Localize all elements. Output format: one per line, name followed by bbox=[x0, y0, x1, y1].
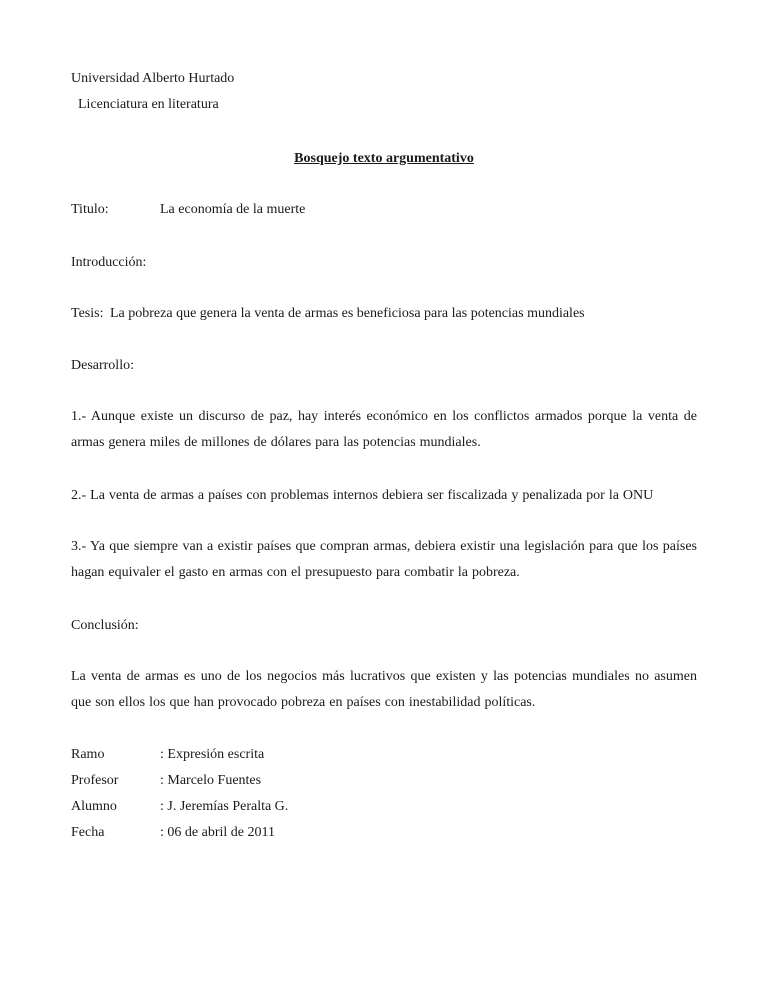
introduccion-label: Introducción: bbox=[71, 255, 147, 270]
point-3: 3.- Ya que siempre van a existir países que compran armas, debiera existir una legislación para que los países hagan equivaler el gasto en armas con el presupuesto para combatir la pobreza. bbox=[71, 539, 697, 580]
info-value-profesor: : Marcelo Fuentes bbox=[160, 773, 262, 788]
info-value-alumno: : J. Jeremías Peralta G. bbox=[160, 799, 289, 814]
info-label-ramo: Ramo bbox=[71, 747, 105, 762]
info-label-alumno: Alumno bbox=[71, 799, 117, 814]
point-2: 2.- La venta de armas a países con problemas internos debiera ser fiscalizada y penalizada por la ONU bbox=[71, 488, 654, 503]
titulo-value: La economía de la muerte bbox=[160, 202, 306, 217]
info-value-fecha: : 06 de abril de 2011 bbox=[160, 825, 275, 840]
conclusion-label: Conclusión: bbox=[71, 618, 139, 633]
tesis-label: Tesis: bbox=[71, 306, 104, 321]
conclusion-text: La venta de armas es uno de los negocios más lucrativos que existen y las potencias mundiales no asumen que son ellos los que han provocado pobreza en países con inestabilidad políticas. bbox=[71, 669, 697, 710]
tesis-text: La pobreza que genera la venta de armas es beneficiosa para las potencias mundiales bbox=[110, 306, 585, 321]
document-title: Bosquejo texto argumentativo bbox=[294, 151, 474, 166]
university-name: Universidad Alberto Hurtado bbox=[71, 71, 235, 86]
titulo-label: Titulo: bbox=[71, 202, 109, 217]
program-name: Licenciatura en literatura bbox=[78, 97, 219, 112]
info-label-profesor: Profesor bbox=[71, 773, 119, 788]
desarrollo-label: Desarrollo: bbox=[71, 358, 134, 373]
point-1: 1.- Aunque existe un discurso de paz, hay interés económico en los conflictos armados porque la venta de armas genera miles de millones de dólares para las potencias mundiales. bbox=[71, 409, 697, 450]
info-value-ramo: : Expresión escrita bbox=[160, 747, 265, 762]
info-label-fecha: Fecha bbox=[71, 825, 105, 840]
